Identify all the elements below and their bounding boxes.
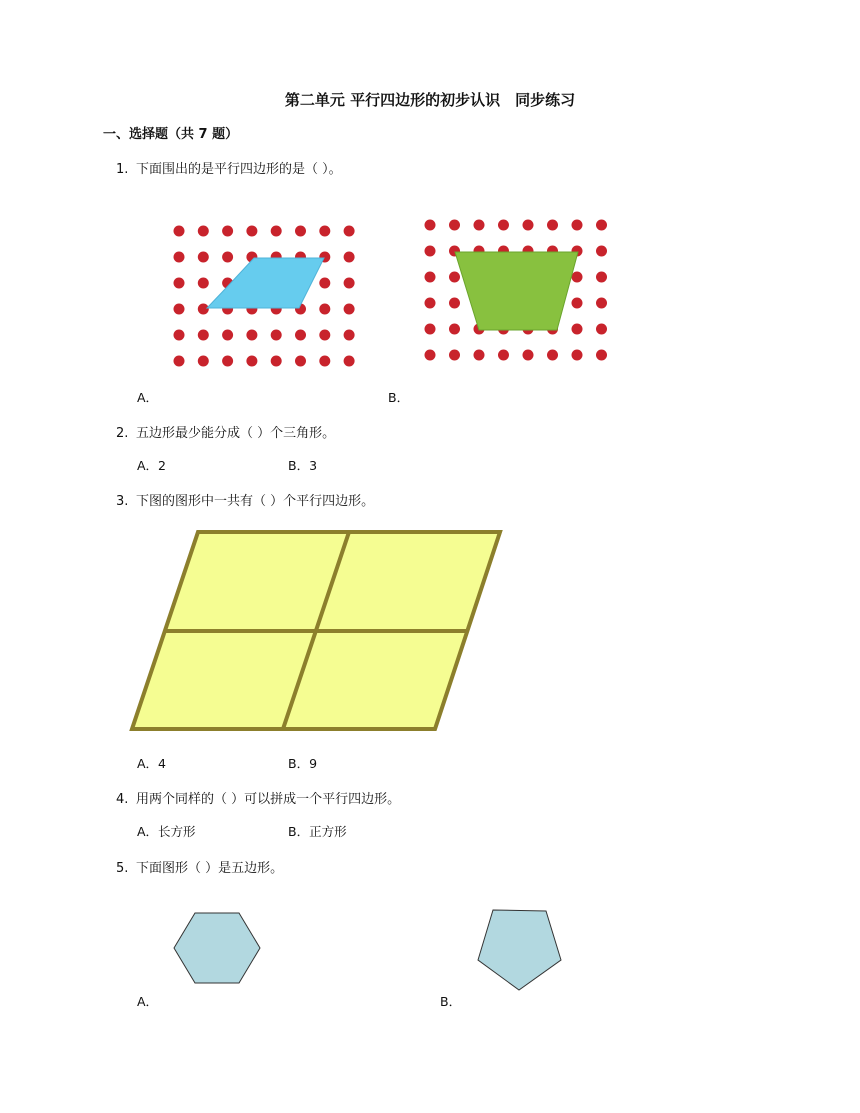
grid-dot: [222, 356, 233, 367]
q4-option-a[interactable]: A．长方形: [137, 824, 196, 839]
grid-dot: [449, 220, 460, 231]
q3-option-b[interactable]: B．9: [288, 756, 318, 771]
grid-dot: [498, 350, 509, 361]
hexagon-shape: [174, 913, 260, 983]
grid-dot: [344, 278, 355, 289]
grid-dot: [222, 226, 233, 237]
question-number: 5.: [116, 861, 129, 876]
question-number: 1.: [116, 162, 129, 177]
grid-dot: [596, 220, 607, 231]
grid-dot: [198, 252, 209, 263]
question-number: 2.: [116, 426, 129, 441]
grid-dot: [222, 252, 233, 263]
q5-option-a[interactable]: A．: [137, 994, 159, 1009]
pentagon-shape: [478, 910, 561, 990]
question-number: 3.: [116, 494, 129, 509]
grid-dot: [198, 226, 209, 237]
page-title: 第二单元 平行四边形的初步认识 同步练习: [284, 91, 576, 109]
dot-grid-b: [420, 215, 620, 365]
grid-dot: [295, 330, 306, 341]
grid-dot: [198, 278, 209, 289]
grid-dot: [198, 304, 209, 315]
grid-dot: [174, 226, 185, 237]
grid-dot: [449, 298, 460, 309]
grid-dot: [271, 330, 282, 341]
grid-dot: [174, 278, 185, 289]
grid-dot: [198, 356, 209, 367]
question-5: [116, 857, 283, 876]
grid-dot: [246, 330, 257, 341]
grid-dot: [319, 226, 330, 237]
pentagon-figure: [474, 906, 566, 996]
grid-dot: [319, 356, 330, 367]
grid-dot: [425, 324, 436, 335]
q1-option-a[interactable]: A．: [137, 390, 159, 405]
grid-dot: [319, 330, 330, 341]
grid-dot: [174, 252, 185, 263]
question-number: 4.: [116, 792, 129, 807]
grid-dot: [572, 220, 583, 231]
parallelogram-grid-figure: [128, 528, 508, 738]
grid-dot: [474, 350, 485, 361]
question-1: [116, 158, 342, 177]
q5-option-b[interactable]: B．: [440, 994, 462, 1009]
grid-dot: [271, 226, 282, 237]
grid-dot: [547, 220, 558, 231]
grid-dot: [547, 350, 558, 361]
grid-dot: [523, 350, 534, 361]
q3-option-a[interactable]: A．4: [137, 756, 167, 771]
trapezoid-shape: [455, 252, 578, 330]
grid-dot: [449, 324, 460, 335]
grid-dot: [572, 298, 583, 309]
grid-dot: [425, 350, 436, 361]
grid-dot: [523, 220, 534, 231]
grid-dot: [344, 356, 355, 367]
grid-dot: [596, 324, 607, 335]
grid-dot: [449, 350, 460, 361]
grid-dot: [174, 356, 185, 367]
grid-dot: [425, 272, 436, 283]
q2-option-b[interactable]: B．3: [288, 458, 318, 473]
grid-dot: [271, 356, 282, 367]
question-3: [116, 490, 374, 509]
grid-dot: [246, 226, 257, 237]
grid-dot: [295, 356, 306, 367]
grid-dot: [344, 330, 355, 341]
grid-dot: [344, 304, 355, 315]
q1-option-b[interactable]: B．: [388, 390, 410, 405]
grid-dot: [498, 220, 509, 231]
q2-option-a[interactable]: A．2: [137, 458, 167, 473]
grid-dot: [596, 246, 607, 257]
question-2: [116, 422, 335, 441]
hexagon-figure: [170, 908, 265, 988]
question-text: 用两个同样的（ ）可以拼成一个平行四边形。: [136, 792, 401, 807]
question-text: 下图的图形中一共有（ ）个平行四边形。: [136, 494, 375, 509]
grid-dot: [425, 298, 436, 309]
question-4: [116, 788, 400, 807]
grid-dot: [295, 226, 306, 237]
grid-dot: [222, 330, 233, 341]
q4-option-b[interactable]: B．正方形: [288, 824, 347, 839]
grid-dot: [319, 304, 330, 315]
grid-dot: [319, 278, 330, 289]
grid-dot: [344, 226, 355, 237]
section-heading: 一、选择题（共 7 题）: [103, 127, 239, 142]
question-text: 五边形最少能分成（ ）个三角形。: [136, 426, 336, 441]
grid-dot: [198, 330, 209, 341]
grid-dot: [596, 272, 607, 283]
grid-dot: [474, 220, 485, 231]
grid-dot: [596, 298, 607, 309]
grid-dot: [246, 356, 257, 367]
grid-dot: [572, 350, 583, 361]
grid-dot: [449, 272, 460, 283]
grid-dot: [596, 350, 607, 361]
grid-dot: [344, 252, 355, 263]
grid-dot: [425, 220, 436, 231]
dot-grid-a: [170, 222, 370, 372]
grid-dot: [425, 246, 436, 257]
question-text: 下面图形（ ）是五边形。: [136, 861, 284, 876]
question-text: 下面围出的是平行四边形的是（ ）。: [136, 162, 342, 177]
grid-dot: [572, 324, 583, 335]
grid-dot: [174, 330, 185, 341]
grid-dot: [572, 272, 583, 283]
grid-dot: [174, 304, 185, 315]
